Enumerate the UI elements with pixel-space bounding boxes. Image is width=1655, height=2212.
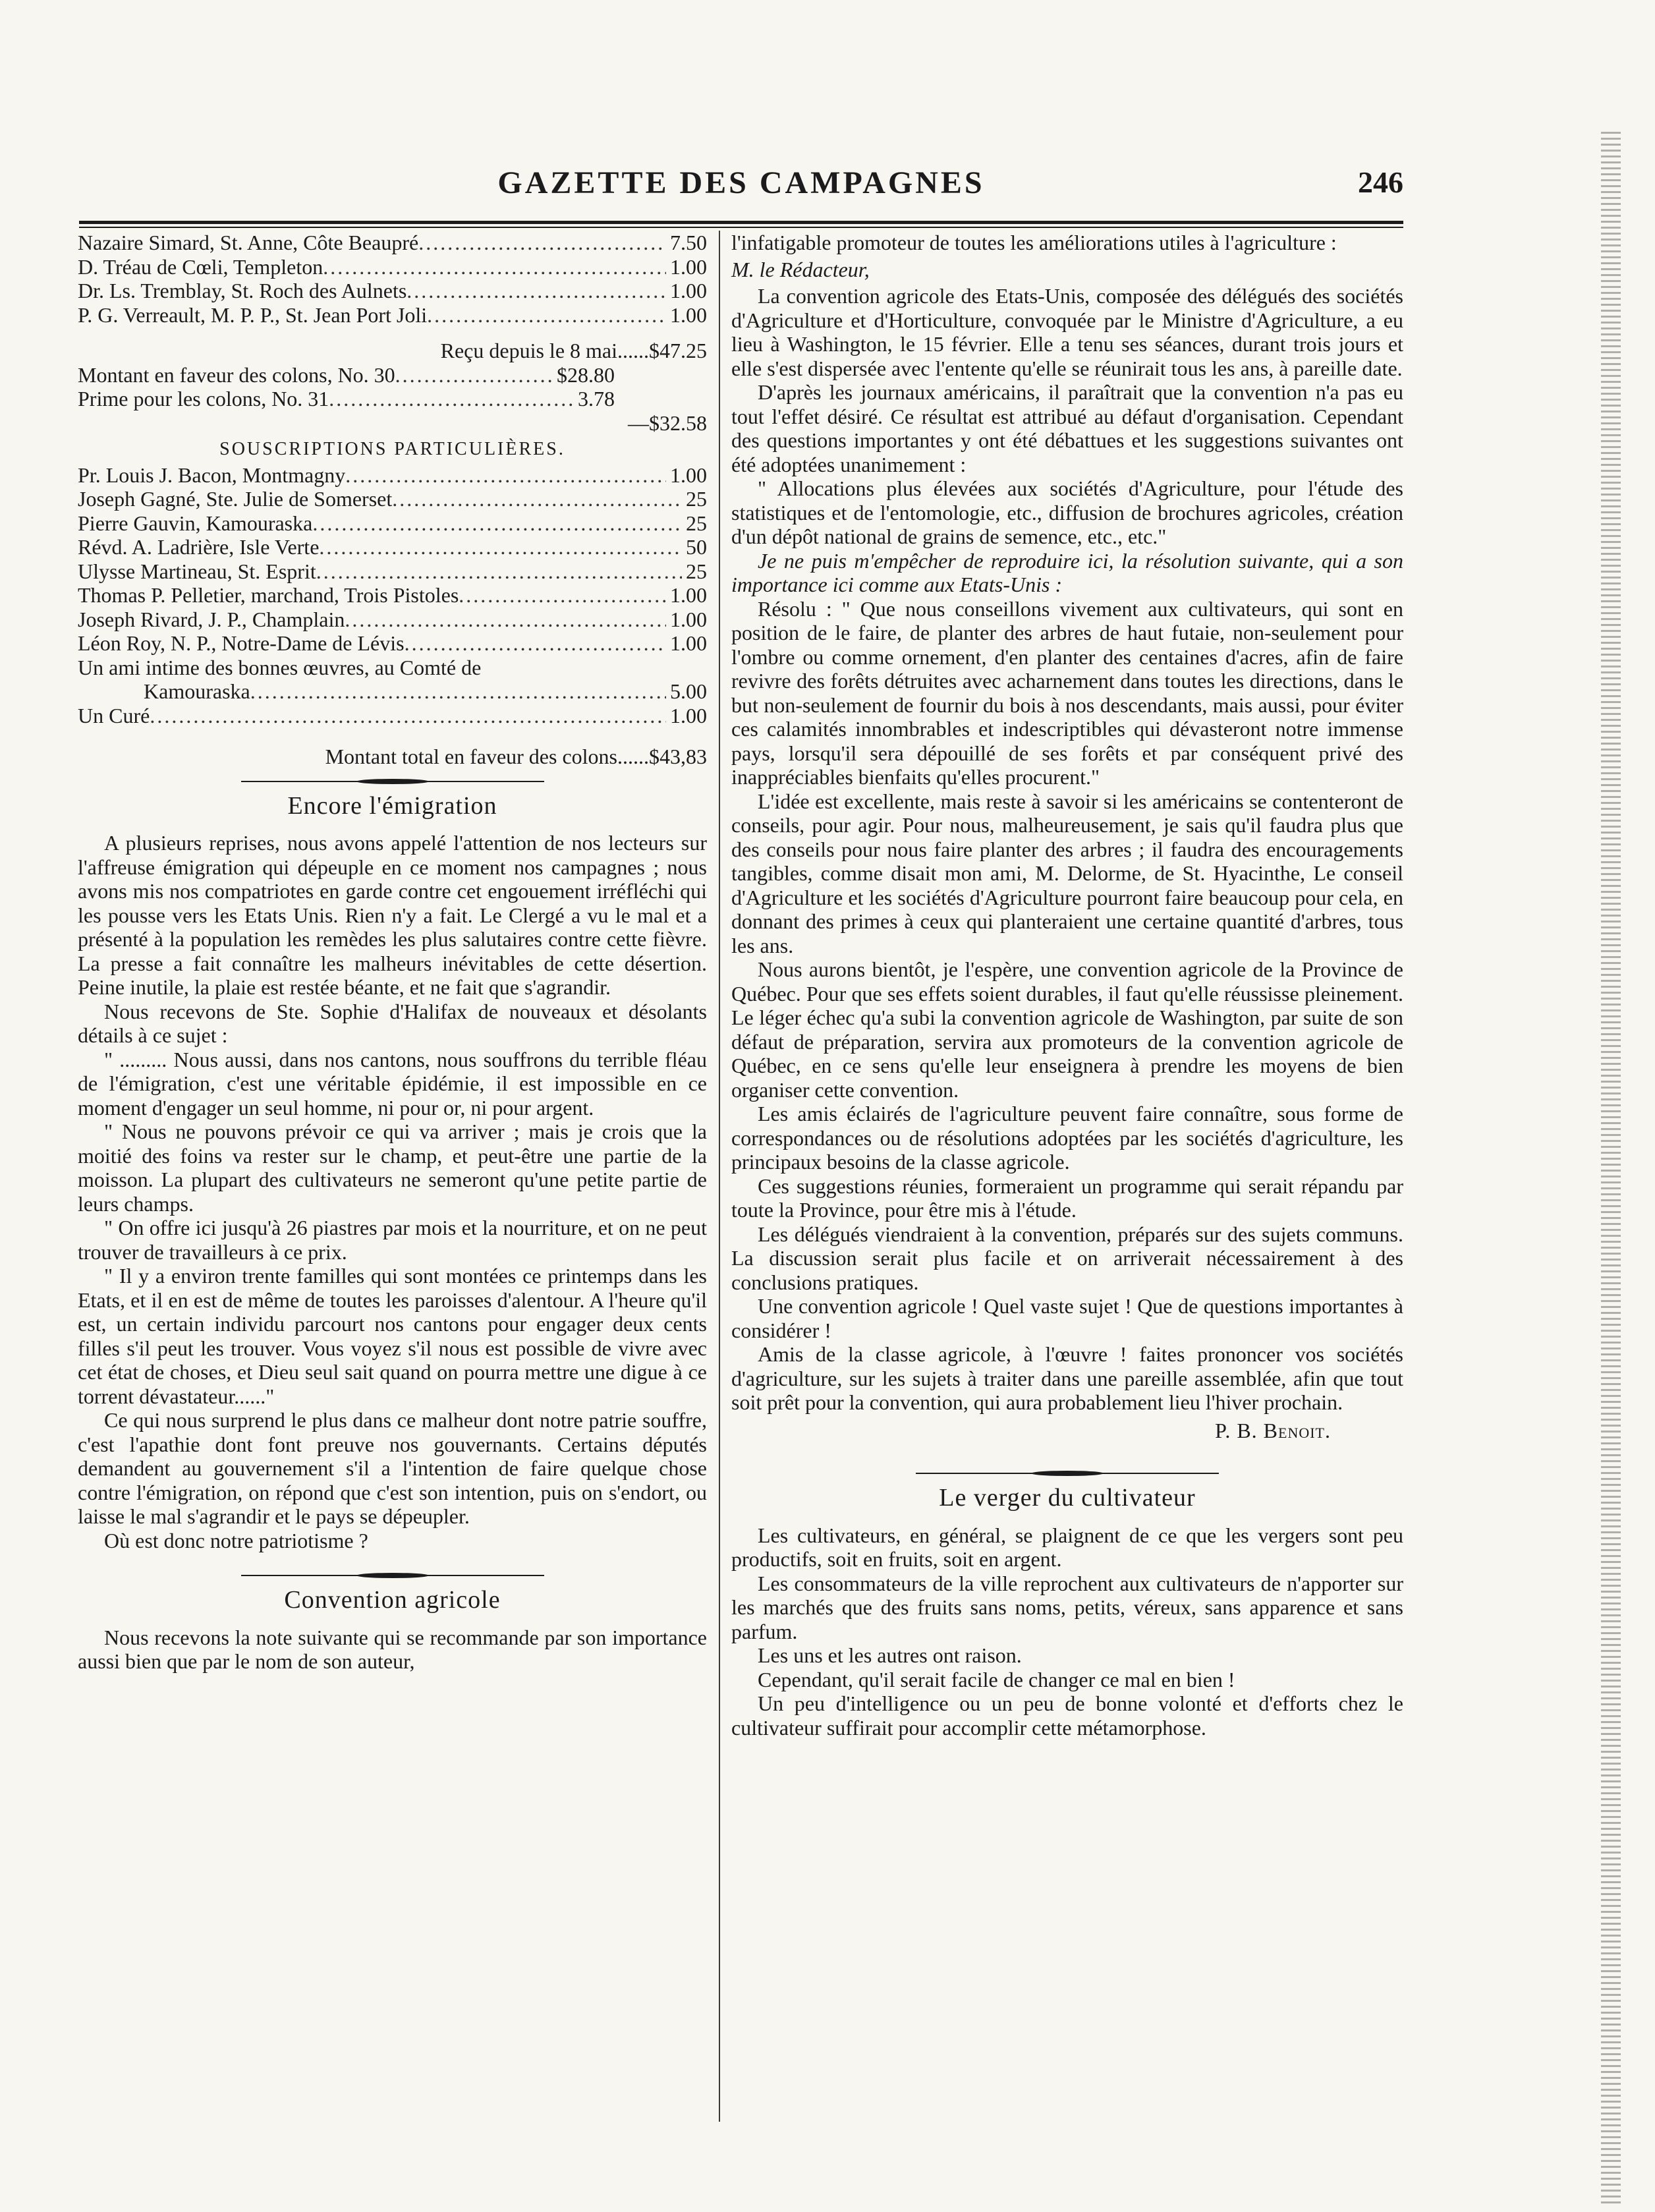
- paragraph: Les uns et les autres ont raison.: [758, 1643, 1022, 1667]
- paragraph: Nous aurons bientôt, je l'espère, une convention agricole de la Province de Québec. Pour que ses effets soient durables, il faut qu'elle réussisse pleinement. Le léger échec qu'a subi la convention agricole de Washington, par suite de son défaut de préparation, servira aux promoteurs de la convention agricole de Québec, en ce sens qu'elle leur enseignera à prendre les moyens de bien organiser cette convention.: [731, 957, 1403, 1102]
- paragraph: Cependant, qu'il serait facile de changer ce mal en bien !: [758, 1667, 1235, 1691]
- paragraph: Je ne puis m'empêcher de reproduire ici, la résolution suivante, qui a son importance ici comme aux Etats-Unis :: [731, 548, 1403, 596]
- list-item: [78, 255, 707, 279]
- colons-label: Montant en faveur des colons, No. 30: [78, 362, 395, 387]
- donor-amount: 25: [686, 559, 707, 583]
- paragraph: Les délégués viendraient à la convention, préparés sur des sujets communs. La discussion serait plus facile et on arriverait nécessairement à des conclusions pratiques.: [731, 1222, 1403, 1294]
- donor-name: Ulysse Martineau, St. Esprit: [78, 559, 316, 583]
- paragraph: Les consommateurs de la ville reprochent aux cultivateurs de n'apporter sur les marchés que des fruits sans noms, petits, véreux, sans apparence et sans parfum.: [731, 1571, 1403, 1643]
- paragraph: " ......... Nous aussi, dans nos cantons, nous souffrons du terrible fléau de l'émigration, c'est une véritable épidémie, il est impossible en ce moment d'engager un seul homme, ni pour or, ni pour argent.: [78, 1047, 707, 1120]
- prime-label: Prime pour les colons, No. 31: [78, 387, 329, 411]
- donor-amount: 1.00: [670, 279, 707, 302]
- donor-amount: 50: [686, 535, 707, 559]
- list-item: [78, 656, 707, 680]
- paragraph: Où est donc notre patriotisme ?: [104, 1528, 368, 1552]
- donor-amount: 5.00: [670, 679, 707, 703]
- section-separator: [241, 1568, 544, 1583]
- paragraph: D'après les journaux américains, il paraîtrait que la convention n'a pas eu tout l'effet désiré. Ce résultat est attribué au défaut d'organisation. Cependant des questions importantes y ont été débattues et les suggestions suivantes ont été adoptées unanimement :: [731, 380, 1403, 476]
- paragraph: L'idée est excellente, mais reste à savoir si les américains se contenteront de conseils, pour agir. Pour nous, malheureusement, je sais qu'il faudra plus que des conseils pour nous faire planter des arbres ; il faudra des encouragements tangibles, comme disait mon ami, M. Delorme, de St. Hyacinthe, Le conseil d'Agriculture et les sociétés d'Agriculture pourront faire beaucoup pour cela, en donnant des primes à ceux qui planteraient une certaine quantité d'arbres, tous les ans.: [731, 789, 1403, 957]
- list-item: [78, 279, 707, 303]
- donor-amount: 25: [686, 511, 707, 535]
- header-rule-thick: [79, 221, 1403, 224]
- donor-amount: 1.00: [670, 703, 707, 727]
- left-column: [78, 231, 707, 1674]
- convention-heading: Convention agricole: [284, 1586, 501, 1614]
- page-header: [79, 165, 1403, 211]
- page-title: GAZETTE DES CAMPAGNES: [497, 165, 985, 200]
- donor-list-1: [78, 231, 707, 327]
- list-item: [78, 704, 707, 728]
- verger-heading: Le verger du cultivateur: [939, 1484, 1196, 1512]
- paragraph: A plusieurs reprises, nous avons appelé l'attention de nos lecteurs sur l'affreuse émigration qui dépeuple en ce moment nos campagnes ; nous avons mis nos compatriotes en garde contre cet engouement irréfléchi qui les pousse vers les Etats Unis. Rien n'y a fait. Le Clergé a vu le mal et a présenté à la population les remèdes les plus salutaires contre cette fièvre. La presse a fait connaître les malheurs inévitables de cette désertion. Peine inutile, la plaie est restée béante, et ne fait que s'agrandir.: [78, 831, 707, 999]
- section-separator: [916, 1466, 1219, 1481]
- paragraph: Résolu : " Que nous conseillons vivement aux cultivateurs, qui sont en position de le faire, de planter des arbres de haut futaie, non-seulement pour l'ombre ou comme ornement, d'en planter des centaines d'acres, afin de faire revivre des forêts détruites avec acharnement dans toutes les directions, dans le but non-seulement de fournir du bois à nos descendants, mais aussi, pour éviter ces calamités innombrables et indescriptibles qui dévasteront notre immense pays, lorsqu'il sera dépouillé de ses forêts et par conséquent privé des inappréciables bienfaits qu'elles procurent.": [731, 596, 1403, 789]
- donor-amount: 25: [686, 487, 707, 511]
- paragraph: Les amis éclairés de l'agriculture peuvent faire connaître, sous forme de correspondances ou de résolutions adoptées par les sociétés d'agriculture, les principaux besoins de la classe agricole.: [731, 1102, 1403, 1174]
- paragraph: Nous recevons la note suivante qui se recommande par son importance aussi bien que par le nom de son auteur,: [78, 1625, 707, 1673]
- donor-name: Un ami intime des bonnes œuvres, au Comté de: [78, 655, 482, 679]
- signature: P. B. Benoit.: [1215, 1418, 1331, 1442]
- subtotal: —$32.58: [628, 411, 707, 435]
- colons-amount: $28.80: [557, 362, 615, 387]
- donor-name: Pr. Louis J. Bacon, Montmagny: [78, 463, 346, 487]
- donor-name: Révd. A. Ladrière, Isle Verte: [78, 535, 320, 559]
- list-item: [78, 463, 707, 488]
- donor-name: D. Tréau de Cœli, Templeton: [78, 254, 323, 279]
- donor-amount: 1.00: [670, 631, 707, 655]
- donor-name: Dr. Ls. Tremblay, St. Roch des Aulnets: [78, 279, 407, 302]
- section-separator: [241, 774, 544, 789]
- donor-name: Thomas P. Pelletier, marchand, Trois Pistoles: [78, 583, 459, 607]
- list-item: [78, 303, 707, 327]
- list-item: [78, 583, 707, 608]
- list-item: [78, 631, 707, 656]
- salutation: M. le Rédacteur,: [731, 257, 870, 281]
- list-item: [78, 679, 707, 704]
- page-number: 246: [1358, 165, 1403, 199]
- list-item: [78, 559, 707, 584]
- prime-amount: 3.78: [578, 387, 615, 411]
- donor-name: Joseph Rivard, J. P., Champlain: [78, 607, 345, 631]
- paragraph: " On offre ici jusqu'à 26 piastres par mois et la nourriture, et on ne peut trouver de travailleurs à ce prix.: [78, 1216, 707, 1264]
- donor-name: Nazaire Simard, St. Anne, Côte Beaupré: [78, 231, 419, 254]
- donor-amount: 7.50: [670, 231, 707, 254]
- donor-amount: 1.00: [670, 254, 707, 279]
- list-item: [78, 487, 707, 511]
- souscriptions-heading: SOUSCRIPTIONS PARTICULIÈRES.: [219, 439, 565, 459]
- paragraph: " Nous ne pouvons prévoir ce qui va arriver ; mais je crois que la moitié des foins va rester sur le champ, et peut-être une partie de la moisson. La plupart des cultivateurs ne semeront qu'une petite partie de leurs champs.: [78, 1120, 707, 1216]
- list-item: [78, 535, 707, 559]
- list-item: [78, 387, 707, 411]
- paragraph: " Il y a environ trente familles qui sont montées ce printemps dans les Etats, et il en est de même de toutes les paroisses d'alentour. A l'heure qu'il est, un certain individu parcourt nos cantons pour engager deux cents filles s'il peut les trouver. Vous voyez s'il nous est possible de vivre avec cet état de choses, et Dieu seul sait quand on pourra mettre une digue à ce torrent dévastateur......": [78, 1264, 707, 1408]
- donor-amount: 1.00: [670, 302, 707, 327]
- paragraph: La convention agricole des Etats-Unis, composée des délégués des sociétés d'Agriculture et d'Horticulture, convoquée par le Ministre d'Agriculture, a eu lieu à Washington, le 15 février. Elle a tenu ses séances, durant trois jours et elle s'est dispersée avec l'entente qu'elle se réunirait tous les ans, à pareille date.: [731, 284, 1403, 380]
- header-rule-thin: [79, 227, 1403, 228]
- list-item: [78, 511, 707, 536]
- recu-total: Reçu depuis le 8 mai......$47.25: [440, 339, 707, 362]
- paragraph: " Allocations plus élevées aux sociétés d'Agriculture, pour l'étude des statistiques et de l'entomologie, etc., diffusion de brochures agricoles, création d'un dépôt national de grains de semence, etc., etc.": [731, 476, 1403, 548]
- paragraph: Ce qui nous surprend le plus dans ce malheur dont notre patrie souffre, c'est l'apathie dont font preuve nos gouvernants. Certains députés demandent au gouvernement s'il a l'intention de faire quelque chose contre l'émigration, on répond que c'est son intention, puis on s'endort, ou laisse le mal s'agrandir et le pays se dépeupler.: [78, 1408, 707, 1528]
- list-item: [78, 363, 707, 387]
- paragraph: Amis de la classe agricole, à l'œuvre ! faites prononcer vos sociétés d'agriculture, sur les sujets à traiter dans une pareille assemblée, afin que tout soit prêt pour la convention, qui aura probablement lieu l'hiver prochain.: [731, 1342, 1403, 1414]
- paragraph: Nous recevons de Ste. Sophie d'Halifax de nouveaux et désolants détails à ce sujet :: [78, 999, 707, 1047]
- list-item: [78, 608, 707, 632]
- paragraph: Un peu d'intelligence ou un peu de bonne volonté et d'efforts chez le cultivateur suffirait pour accomplir cette métamorphose.: [731, 1691, 1403, 1740]
- scan-edge-artifact: [1601, 132, 1621, 2207]
- paragraph: l'infatigable promoteur de toutes les améliorations utiles à l'agriculture :: [731, 231, 1337, 254]
- donor-name: Joseph Gagné, Ste. Julie de Somerset: [78, 487, 393, 511]
- paragraph: Les cultivateurs, en général, se plaignent de ce que les vergers sont peu productifs, soit en fruits, soit en argent.: [731, 1523, 1403, 1571]
- paragraph: Une convention agricole ! Quel vaste sujet ! Que de questions importantes à considérer !: [731, 1294, 1403, 1342]
- grand-total: Montant total en faveur des colons......$43,83: [325, 745, 707, 768]
- donor-amount: 1.00: [670, 607, 707, 631]
- right-column: [731, 231, 1403, 1740]
- emigration-article: [78, 831, 707, 1552]
- donor-name: Pierre Gauvin, Kamouraska: [78, 511, 313, 535]
- donor-name: Un Curé: [78, 703, 150, 727]
- paragraph: Ces suggestions réunies, formeraient un programme qui serait répandu par toute la Province, pour être mis à l'étude.: [731, 1174, 1403, 1222]
- donor-list-2: [78, 463, 707, 728]
- donor-amount: 1.00: [670, 583, 707, 607]
- column-divider: [719, 231, 720, 2122]
- donor-name: Léon Roy, N. P., Notre-Dame de Lévis: [78, 631, 405, 655]
- donor-amount: 1.00: [670, 463, 707, 487]
- donor-name: Kamouraska: [144, 679, 250, 703]
- list-item: [78, 231, 707, 255]
- emigration-heading: Encore l'émigration: [287, 791, 497, 820]
- verger-article: [731, 1523, 1403, 1740]
- donor-name: P. G. Verreault, M. P. P., St. Jean Port Joli: [78, 302, 428, 327]
